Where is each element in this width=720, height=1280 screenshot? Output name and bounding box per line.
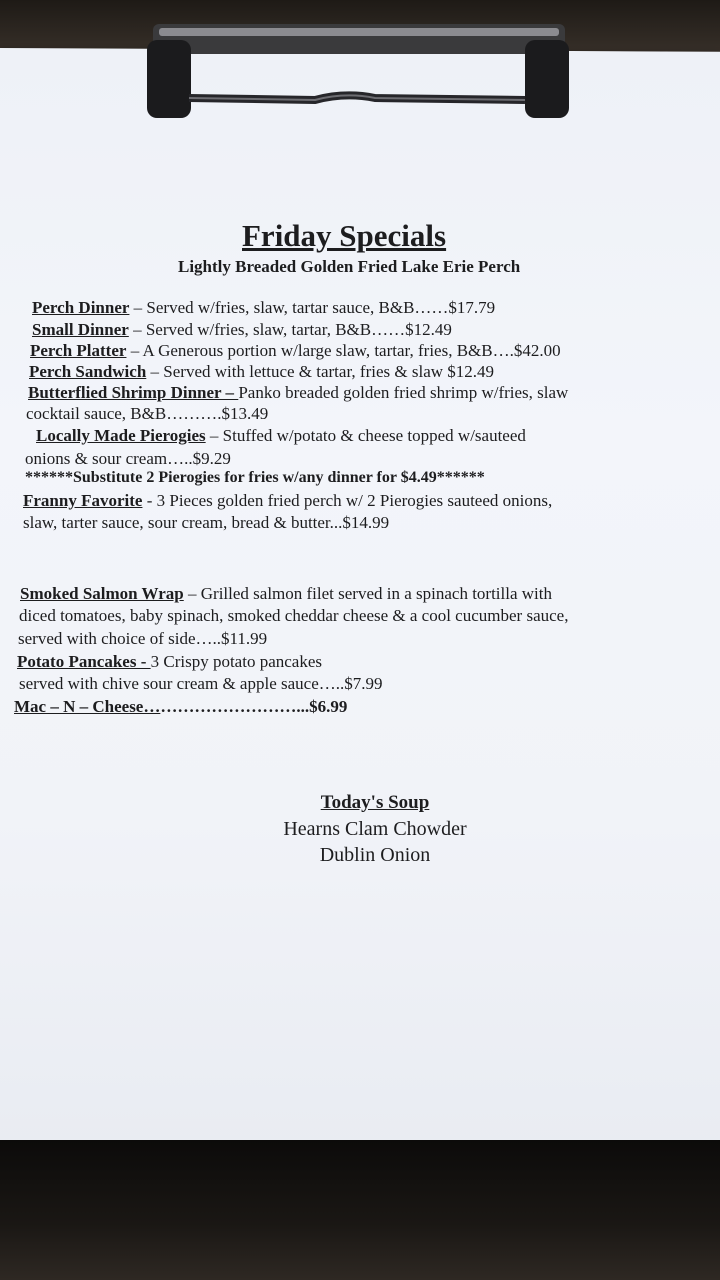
item-desc: ……………………...$6.99 [160, 697, 348, 716]
item-desc: Panko breaded golden fried shrimp w/fries, slaw [238, 383, 569, 402]
menu-item-cont: served with chive sour cream & apple sauce…..$7.99 [19, 674, 383, 693]
soup-item: Hearns Clam Chowder [283, 818, 467, 840]
item-desc: – A Generous portion w/large slaw, tartar, fries, B&B….$42.00 [126, 341, 561, 360]
item-name: Perch Dinner [32, 298, 130, 317]
item-name: Perch Sandwich [29, 362, 147, 381]
item-name: Mac – N – Cheese… [14, 697, 161, 716]
menu-note: ******Substitute 2 Pierogies for fries w/any dinner for $4.49****** [25, 469, 485, 486]
item-desc: – Served w/fries, slaw, tartar, B&B……$12.49 [128, 320, 452, 339]
menu-subtitle: Lightly Breaded Golden Fried Lake Erie Perch [178, 257, 521, 276]
menu-item [32, 298, 495, 318]
menu-item [20, 584, 552, 604]
menu-item [30, 341, 561, 361]
item-name: Perch Platter [30, 341, 127, 360]
item-name: Butterflied Shrimp Dinner – [28, 383, 239, 402]
soup-heading: Today's Soup [320, 792, 430, 813]
menu-item [17, 652, 322, 672]
item-name: Smoked Salmon Wrap [20, 584, 184, 603]
clipboard-clip-icon [145, 18, 573, 122]
item-name: Small Dinner [32, 320, 129, 339]
menu-item-cont: cocktail sauce, B&B……….$13.49 [26, 404, 269, 423]
menu-item [32, 320, 452, 340]
menu-item-cont: slaw, tarter sauce, sour cream, bread & butter...$14.99 [23, 513, 390, 532]
menu-item [29, 362, 494, 382]
item-desc: - 3 Pieces golden fried perch w/ 2 Pierogies sauteed onions, [142, 491, 553, 510]
menu-item [14, 697, 347, 717]
soup-item: Dublin Onion [319, 844, 431, 866]
item-name: Potato Pancakes - [17, 652, 151, 671]
menu-item-cont: diced tomatoes, baby spinach, smoked cheddar cheese & a cool cucumber sauce, [19, 606, 569, 625]
menu-item-cont: onions & sour cream…..$9.29 [25, 449, 231, 468]
background-bottom [0, 1140, 720, 1280]
item-desc: – Served w/fries, slaw, tartar sauce, B&B……$17.79 [129, 298, 496, 317]
item-name: Locally Made Pierogies [36, 426, 206, 445]
item-name: Franny Favorite [23, 491, 143, 510]
menu-item [36, 426, 526, 446]
menu-item-cont: served with choice of side…..$11.99 [18, 629, 268, 648]
menu-item [28, 383, 568, 403]
item-desc: – Grilled salmon filet served in a spinach tortilla with [183, 584, 552, 603]
item-desc: – Served with lettuce & tartar, fries & slaw $12.49 [146, 362, 495, 381]
menu-item [23, 491, 552, 511]
item-desc: – Stuffed w/potato & cheese topped w/sauteed [205, 426, 526, 445]
menu-title: Friday Specials [242, 218, 447, 253]
item-desc: 3 Crispy potato pancakes [150, 652, 323, 671]
